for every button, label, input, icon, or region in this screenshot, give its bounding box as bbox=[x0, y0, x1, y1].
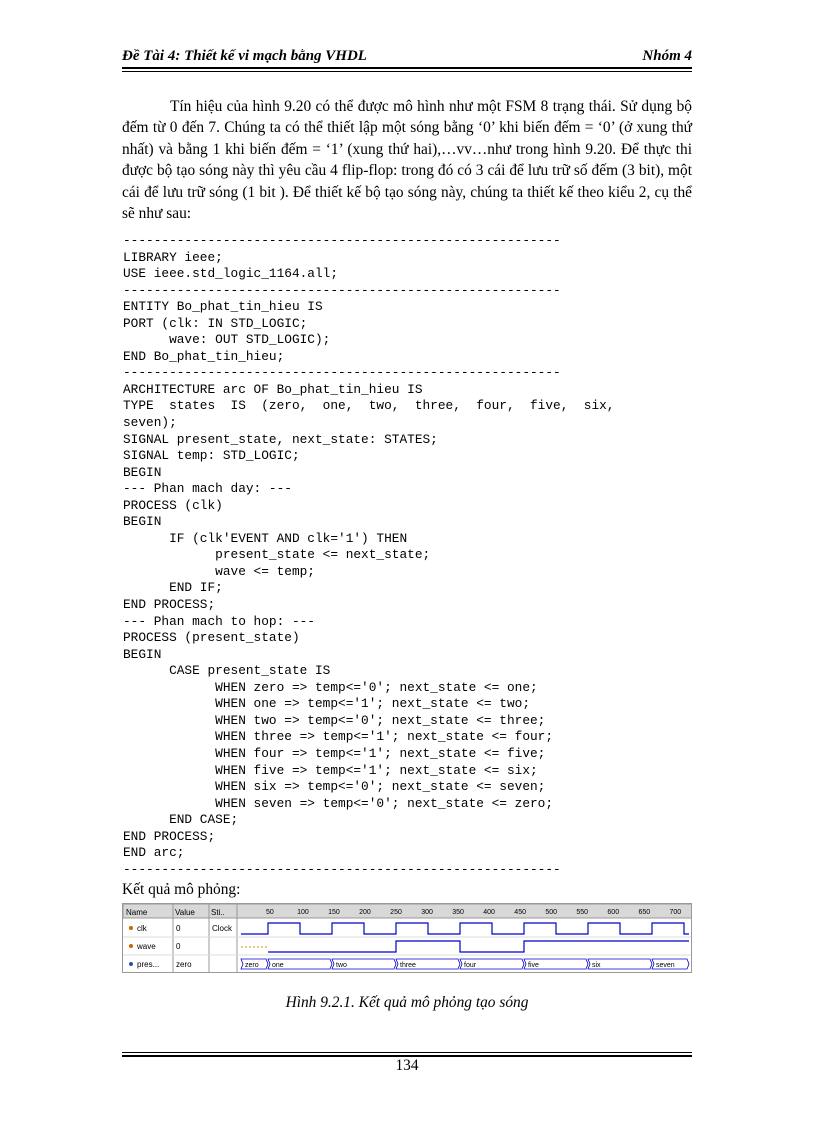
header-rule-thin bbox=[122, 71, 692, 72]
state-label: zero bbox=[245, 962, 259, 969]
code-line: seven); bbox=[123, 415, 177, 431]
code-line: PROCESS (present_state) bbox=[123, 630, 300, 646]
code-line: BEGIN bbox=[123, 646, 162, 662]
state-label: one bbox=[272, 962, 284, 969]
state-label: seven bbox=[656, 962, 675, 969]
code-line: WHEN two => temp<='0'; next_state <= three; bbox=[123, 712, 546, 728]
code-line: END PROCESS; bbox=[123, 597, 216, 613]
code-line: --------------------------------------------------------- bbox=[123, 365, 561, 381]
tick-label: 500 bbox=[545, 909, 558, 916]
simulation-waveform bbox=[122, 903, 692, 973]
tick-label: 150 bbox=[328, 909, 340, 916]
figure-caption: Hình 9.2.1. Kết quả mô phỏng tạo sóng bbox=[285, 994, 529, 1011]
code-line: WHEN six => temp<='0'; next_state <= seven; bbox=[123, 779, 546, 795]
state-label: six bbox=[592, 962, 601, 969]
tick-label: 650 bbox=[638, 909, 651, 916]
signal-stimulus: Clock bbox=[212, 924, 233, 933]
signal-icon bbox=[129, 962, 133, 966]
code-line: present_state <= next_state; bbox=[123, 547, 431, 563]
signal-value: 0 bbox=[176, 924, 181, 933]
page-header bbox=[122, 48, 692, 68]
code-line: --------------------------------------------------------- bbox=[123, 861, 561, 877]
header-rule-thick bbox=[122, 67, 692, 69]
tick-label: 450 bbox=[514, 909, 526, 916]
column-header: Sti.. bbox=[211, 908, 225, 917]
tick-label: 250 bbox=[390, 909, 402, 916]
code-line: LIBRARY ieee; bbox=[123, 249, 223, 265]
clk-waveform bbox=[241, 923, 689, 934]
code-line: WHEN five => temp<='1'; next_state <= six; bbox=[123, 762, 538, 778]
code-line: PORT (clk: IN STD_LOGIC; bbox=[123, 315, 308, 331]
code-line: USE ieee.std_logic_1164.all; bbox=[123, 266, 339, 282]
state-label: five bbox=[528, 962, 539, 969]
code-line: SIGNAL temp: STD_LOGIC; bbox=[123, 448, 300, 464]
footer-rule-thin bbox=[122, 1052, 692, 1053]
code-line: ENTITY Bo_phat_tin_hieu IS bbox=[123, 299, 323, 315]
header-group: Nhóm 4 bbox=[642, 48, 692, 64]
tick-label: 600 bbox=[607, 909, 620, 916]
tick-label: 700 bbox=[669, 909, 682, 916]
code-line: wave <= temp; bbox=[123, 563, 315, 579]
code-line: WHEN three => temp<='1'; next_state <= four; bbox=[123, 729, 554, 745]
code-line: WHEN four => temp<='1'; next_state <= five; bbox=[123, 745, 546, 761]
code-line: BEGIN bbox=[123, 464, 162, 480]
tick-label: 350 bbox=[452, 909, 464, 916]
page-number: 134 bbox=[395, 1057, 419, 1074]
code-line: ARCHITECTURE arc OF Bo_phat_tin_hieu IS bbox=[123, 381, 423, 397]
header-title: Đề Tài 4: Thiết kế vi mạch bằng VHDL bbox=[122, 48, 367, 64]
state-label: four bbox=[464, 962, 477, 969]
code-line: WHEN seven => temp<='0'; next_state <= zero; bbox=[123, 795, 554, 811]
tick-label: 100 bbox=[297, 909, 309, 916]
tick-label: 400 bbox=[483, 909, 495, 916]
code-line: WHEN zero => temp<='0'; next_state <= one; bbox=[123, 679, 538, 695]
tick-label: 300 bbox=[421, 909, 433, 916]
state-label: three bbox=[400, 962, 416, 969]
vhdl-code-block bbox=[123, 233, 703, 878]
code-line: END IF; bbox=[123, 580, 223, 596]
code-line: --- Phan mach to hop: --- bbox=[123, 613, 315, 629]
waveform-svg bbox=[123, 904, 692, 973]
code-line: --------------------------------------------------------- bbox=[123, 282, 561, 298]
tick-label: 200 bbox=[359, 909, 371, 916]
code-line: --- Phan mach day: --- bbox=[123, 481, 292, 497]
signal-icon bbox=[129, 926, 133, 930]
simulation-label: Kết quả mô phỏng: bbox=[122, 881, 241, 898]
column-header: Name bbox=[126, 908, 148, 917]
column-header: Value bbox=[175, 908, 195, 917]
state-label: two bbox=[336, 962, 347, 969]
code-line: IF (clk'EVENT AND clk='1') THEN bbox=[123, 530, 408, 546]
tick-label: 50 bbox=[266, 909, 274, 916]
signal-name: clk bbox=[137, 924, 147, 933]
signal-value: zero bbox=[176, 960, 192, 969]
code-line: END arc; bbox=[123, 845, 185, 861]
code-line: TYPE states IS (zero, one, two, three, four, five, six, bbox=[123, 398, 615, 414]
code-line: CASE present_state IS bbox=[123, 663, 331, 679]
paragraph-text: Tín hiệu của hình 9.20 có thể được mô hình như một FSM 8 trạng thái. Sử dụng bộ đếm từ 0 đến 7. Chúng ta có thể thiết lập một sóng bằng ‘0’ khi biến đếm = ‘0’ (ở xung thứ nhất) và bằng 1 khi biến đếm = ‘1’ (xung thứ hai),…vv…như trong hình 9.20. Để thực thi được bộ tạo sóng này thì yêu cầu 4 flip-flop: trong đó có 3 cái để lưu trữ số đếm (3 bit), một cái để lưu trữ sóng (1 bit ). Để thiết kế bộ tạo sóng này, chúng ta thiết kế theo kiểu 2, cụ thể sẽ như sau: bbox=[122, 98, 692, 223]
code-line: wave: OUT STD_LOGIC); bbox=[123, 332, 331, 348]
code-line: PROCESS (clk) bbox=[123, 497, 223, 513]
code-line: --------------------------------------------------------- bbox=[123, 233, 561, 248]
tick-label: 550 bbox=[576, 909, 589, 916]
signal-icon bbox=[129, 944, 133, 948]
code-line: BEGIN bbox=[123, 514, 162, 530]
signal-name: pres... bbox=[137, 960, 160, 969]
code-line: SIGNAL present_state, next_state: STATES; bbox=[123, 431, 438, 447]
signal-value: 0 bbox=[176, 942, 181, 951]
code-line: WHEN one => temp<='1'; next_state <= two; bbox=[123, 696, 531, 712]
code-line: END CASE; bbox=[123, 812, 239, 828]
body-paragraph bbox=[122, 96, 692, 224]
signal-name: wave bbox=[137, 942, 156, 951]
wave-waveform bbox=[268, 941, 689, 952]
code-line: END PROCESS; bbox=[123, 828, 216, 844]
code-line: END Bo_phat_tin_hieu; bbox=[123, 348, 285, 364]
